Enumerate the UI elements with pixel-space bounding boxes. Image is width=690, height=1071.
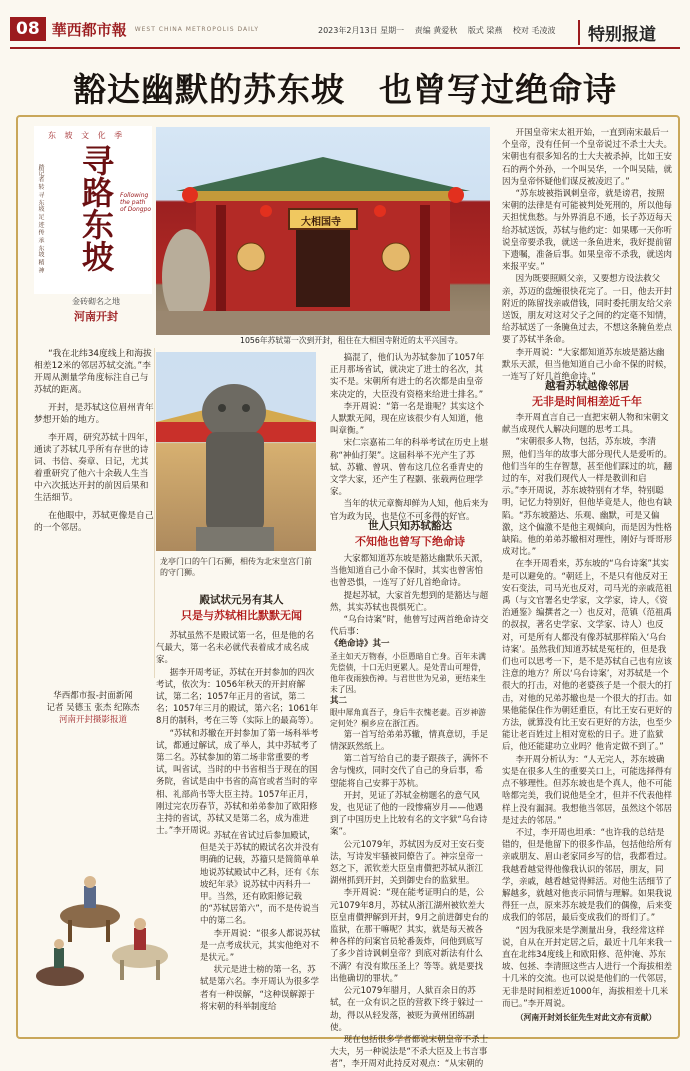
stone-lion-illustration: [156, 352, 316, 551]
subhead-2: [330, 518, 490, 549]
col2-p7: “乌台诗案”时，他曾写过两首绝命诗交代后事：: [330, 615, 489, 638]
byline-reporters: 记者 吴德玉 张杰 纪陈杰: [46, 703, 140, 713]
col1-p2: 据李开周考证，苏轼在开封参加的四次考试，依次为：1056年秋天的开封府解试，第二名；1057年正月的省试，第二名；1057年三月的殿试，第六名；1061年8月的制科，考在三等（实际上的最高等）。: [156, 667, 319, 727]
horse-painting: [20, 856, 200, 1006]
subhead-1-line1: 殿试状元另有其人: [199, 594, 284, 606]
byline: [34, 690, 152, 726]
body-column-3: [502, 127, 672, 383]
temple-sign: 大相国寺: [301, 217, 341, 228]
intro-p3: 李开周，研究苏轼十四年，通读了苏轼几乎所有存世的诗词、书信、奏章、日记，尤其着重研究了他六十余载人生当中六次抵达开封的前因后果和生活细节。: [34, 433, 154, 503]
col3-p8: 李开周分析认为：“人无完人，苏东坡确实是在很多人生的重要关口上，可能选择得有点不够理性。但苏东坡也是个真人，他不可能啥都完美，我们说他是全才，但并不代表他样样上没有漏洞。我想他当邻居，虽然这个邻居是过去的邻居。”: [502, 754, 673, 826]
page-header: [0, 0, 690, 52]
col1-p6: 状元是进士榜的第一名，苏轼是第六名。李开周认为很多学者有一种误解，“这种误解源于将宋朝的科举制度给: [200, 965, 320, 1012]
col1-p1: 苏轼虽然不是殿试第一名，但是他的名气最大，第一名未必就代表着成才成名成家。: [156, 631, 315, 666]
masthead: [10, 14, 259, 44]
body-column-2: [330, 352, 490, 523]
byline-photo: 河南开封摄影报道: [58, 715, 127, 725]
col3-p3: 因为既要照顾父亲，又要想方设法救父亲，苏迈的盘缠很快花完了。一日，他去开封附近的陈留找亲戚借钱，同时委托朋友给父亲送饭，朋友对这对父子之间的约定毫不知情，给苏轼送了一条腌鱼过去，不想这条腌鱼差点要了苏轼半条命。: [502, 274, 673, 346]
col3-p9: 不过，李开周也坦承：“也许我的总结是错的，但是他留下的很多作品，包括他给所有亲戚朋友、眉山老家同乡写的信，我都看过。我越看越觉得他像我认识的邻居，朋友，同学，亲戚，越看越觉得鲜活。对他生活细节了解越多，就越对他丧示同情与理解。如果我说得狂一点，原来苏东坡是我们的偶像，后来变成我们的邻居，最后变成我们的哥们了。”: [502, 827, 673, 924]
col2-p5: 大家都知道苏东坡是豁达幽默乐天派，当他知道自己小命不保时，其实也曾害怕也曾恐惧，一连写了好几首绝命诗。: [330, 554, 489, 589]
poem-title: 《绝命诗》其一: [330, 639, 390, 650]
subhead-3: [502, 378, 672, 409]
body-column-2b: [330, 553, 490, 1071]
headline: 豁达幽默的苏东坡 也曾写过绝命诗: [73, 70, 617, 109]
subhead-3-line2: 无非是时间相差近千年: [532, 395, 642, 408]
banner-route: 金砖砌名之地: [72, 297, 120, 306]
designer-credit: 版式 梁燕: [467, 26, 503, 35]
col2-p1: 搞混了，他们认为苏轼参加了1057年正月那场省试，就决定了进士的名次，其实不是。宋朝所有进士的名次都是由皇帝来决定的，大臣没有资格来给进士排名。”: [330, 353, 485, 400]
col3-p10: “因为我原来是学测量出身，我经常这样说，自从在开封定居之后，最近十几年来我一直在北纬34度线上和欧阳修、范仲淹、苏东坡、包拯、李清照这些古人进行一个海拔相差十几米的交流。也可以说是他们的一代邻居，无非是时间相差近1000年，海拔相差十几米而已。”李开周说。: [502, 925, 673, 1009]
poem-2-title: 其二: [330, 695, 348, 706]
contributor-credit: （河南开封刘长征先生对此文亦有贡献）: [515, 1013, 657, 1022]
intro-column: [34, 348, 154, 540]
col1-p5: 李开周说：“很多人都说苏轼是一点考成状元，其实他绝对不是状元。”: [200, 928, 320, 964]
editor-credit: 责编 黄爱秋: [414, 26, 458, 35]
banner-city: 河南开封: [74, 310, 118, 323]
body-column-1b: [200, 830, 321, 1013]
col3-p7: 在李开周看来，苏东坡的“乌台诗案”其实是可以避免的。“朝廷上，不是只有他反对王安石变法，司马光也反对，司马光的亲戚范祖禹（与文官署名史学家，文学家，诗人，《资治通鉴》编撰者之一）也反对，范镇（范祖禹的叔叔，著名史学家、文学家、诗人）也反对，可是所有人都没有像苏轼那样陷入‘乌台诗案’。虽然我们知道苏轼是冤枉的，但是我们也可以思考一下，是不是苏轼自己也有应该注意的地方？所以‘乌台诗案’，对苏轼是一个很大的打击，对他的老婆孩子是一个很大的打击，对他的兄弟苏辙也是一个很大的打击。如果他能保住作为朝廷重臣，有比王安石更好的方法，就算没有比王安石更好的方法，也至少能让老百姓过上相对宽松的日子。进了监狱后，他还能建功立业吗？他肯定做不到了。”: [502, 559, 673, 753]
subhead-1-line2: 只是与苏轼相比默默无闻: [181, 609, 302, 622]
poem-2: 眼中犀角真吾子，身后牛衣愧老妻。百岁神游定何处？桐乡应在浙江西。: [330, 707, 486, 728]
col2-p6: 提起苏轼，大家首先想到的是豁达与超然，其实苏轼也畏惧死亡。: [330, 590, 489, 613]
col2-p13: 公元1079年腊月，人狱百余日的苏轼，在一众有识之臣的营救下终于躲过一劫，得以从轻发落，被贬为黄州团练副使。: [330, 986, 484, 1033]
col3-p2: “苏东坡被指讽刺皇帝，就是谤君，按照宋朝的法律是有可能被判处死刑的，所以他每天担忧焦愁。与外界消息不通，长子苏迈每天给苏轼送饭，苏轼与他约定：如果哪一天你听说皇帝要杀我，就送一条鱼进来，我好提前留下遗嘱，准备后事。如果皇帝不杀我，就送肉来报平安。”: [502, 189, 673, 273]
col2-p12: 李开周说：“现在能考证明白的是，公元1079年8月，苏轼从浙江湖州被钦差大臣皇甫儧押解到开封，9月之前进御史台的监狱，在那干嘛呢？其实，就是每天被各种各样的问案官员轮番轰炸，问他到底写了多少首诗讽刺皇帝？到底对新法有什么不满？有没有欺压圣上？等等。就是要找出他确切的罪状。”: [330, 888, 489, 984]
photo1-caption: 1056年苏轼第一次到开封，租住在大相国寺附近的太平兴国寺。: [240, 336, 463, 345]
col2-p2: 李开周说：“第一名是谁呢？其实这个人默默无闻，现在应该很少有人知道，他叫章衡。”: [330, 401, 484, 437]
issue-meta: [318, 25, 563, 36]
col1-p4: 苏轼在省试过后参加殿试，但是关于苏轼的殿试名次并没有明确的记载，苏籀只是简简单单地说苏轼殿试中乙科，还有《东坡纪年录》说苏轼中丙科升一甲。当然，还有欧阳修记载的“苏轼居第六”，而不是传说当中的第二名。: [200, 831, 320, 927]
col2-p11: 公元1079年，苏轼因为反对王安石变法，写诗发牢骚被同僚告了。神宗皇帝一怒之下，派钦差大臣皇甫儧把苏轼从浙江湖州抓到开封，关到御史台的监狱里。: [330, 839, 485, 887]
byline-outlet: 华西都市报-封面新闻: [53, 691, 133, 701]
poem-1: 圣主如天万物春，小臣愚暗自亡身。百年未满先偿债，十口无归更累人。是处青山可埋骨，他年夜雨独伤神。与君世世为兄弟，更结来生未了因。: [330, 651, 486, 694]
horse-riders-illustration: [20, 856, 200, 1006]
paper-name-en: WEST CHINA METROPOLIS DAILY: [134, 25, 260, 33]
subhead-2-line2: 不知他也曾写下绝命诗: [355, 535, 465, 548]
column-divider: [154, 348, 155, 678]
header-rule: [10, 47, 680, 49]
col2-p8: 第一首写给弟弟苏辙，情真意切，手足情深跃然纸上。: [330, 729, 489, 753]
series-banner: [34, 126, 152, 294]
body-column-3b: [502, 412, 672, 1010]
lion-photo: [156, 352, 316, 551]
col3-p1: 开国皇帝宋太祖开始，一直到南宋最后一个皇帝，没有任何一个皇帝说过不杀士大夫。宋朝也有很多知名的士大夫被杀掉，比如王安石的两个外孙，一个叫吴华，一个叫吴陆，就因为皇帝怀疑他们谋反被凌迟了。”: [502, 128, 673, 187]
intro-p2: 开封，是苏轼这位眉州青年梦想开始的地方。: [34, 403, 154, 425]
col2-p9: 第二首写给自己的妻子跟孩子，满怀不舍与愧疚，同时交代了自己的身后事，希望能将自己安葬于苏杭。: [330, 754, 489, 789]
issue-date: 2023年2月13日 星期一: [318, 26, 405, 35]
col2-p3: 宋仁宗嘉祐二年的科举考试在历史上堪称“神仙打架”。这届科举不光产生了苏轼、苏辙、曾巩、曾布这几位名垂青史的文学大家，还产生了程颢、张载两位理学家。: [330, 438, 489, 498]
banner-en: Following the path of Dongpo: [120, 192, 152, 213]
subhead-2-line1: 世人只知苏轼豁达: [368, 520, 452, 532]
col2-p10: 开封，见证了苏轼金榜题名的意气风发，也见证了他的一段惨痛岁月——他遇到了中国历史上比较有名的文字狱“乌台诗案”。: [330, 790, 488, 838]
intro-p4: 在他眼中，苏轼更像是自己的一个邻居。: [34, 511, 154, 533]
col2-p14: 现在包括很多学者都说宋朝皇帝不杀士大夫，另一种说法是“不杀大臣及上书言事者”，李开周对此持反对观点：“从宋朝的: [330, 1034, 489, 1070]
proof-credit: 校对 毛凌波: [512, 26, 556, 35]
subhead-3-line1: 越看苏轼越像邻居: [545, 380, 629, 392]
section-tag: 特别报道: [578, 20, 656, 45]
temple-illustration: [156, 127, 490, 335]
banner-vertical: 踏记者 转 寻 东坡 足 迹 传 承 东坡 精 神: [37, 164, 44, 274]
page-number: 08: [10, 17, 46, 41]
photo2-caption: 龙亭门口的午门石狮，相传为北宋皇宫门前的守门狮。: [160, 557, 312, 577]
intro-p1: “我在北纬34度线上和海拔相差12米的邻居苏轼交流。”李开周从测量学角度标注自己与苏轼的距离。: [34, 349, 152, 395]
col3-p6: “宋朝很多人物，包括，苏东坡，李清照，他们当年的故事大部分现代人是爱听的。他们当年的生存智慧，甚至他们踩过的坑，翻过的车，对我们现代人一样是教训和启示。”李开周说，苏东坡特别有才华，特别聪明，记忆力特别好，但他毕竟是人，他也有缺陷。“苏东坡豁达、乐观、幽默，可是又偏激，这个偏激不是他主观倾向，而是因为性格缺陷。他的弟弟苏辙相对理性，刚好与哥哥形成对比。”: [502, 437, 673, 558]
banner-top: 东 坡 文 化 季: [48, 131, 126, 140]
body-column-1: [156, 630, 321, 837]
paper-name: 華西都市報: [51, 20, 127, 39]
banner-title: 寻路东坡: [77, 144, 115, 272]
temple-photo: [156, 127, 490, 335]
col1-p3: “苏轼和苏辙在开封参加了第一场科举考试，都通过解试，成了举人，其中苏轼考了第二名。苏轼参加的第二场非常重要的考试，叫省试，当时的中书省相当于现在的国务院，省试是由中书省的高官或者当时的宰相、礼部尚书等大臣主持。1057年正月，刚过完农历春节，苏轼和弟弟参加了欧阳修主持的省试，苏轼又是第二名，成为准进士。”李开周说。: [156, 728, 319, 837]
col3-p5: 李开周直言自己一直把宋朝人物和宋朝文献当成现代人解决问题的思考工具。: [502, 413, 669, 436]
subhead-1: [164, 592, 319, 623]
col3-p4: 李开周说：“大家都知道苏东坡是豁达幽默乐天派，但当他知道自己小命不保的时候，一连写了好几首绝命诗。”: [502, 347, 673, 383]
col2-p4: 当年的状元章衡却鲜为人知，他后来为官为政为民，也是位不可多得的好官。: [330, 499, 489, 522]
